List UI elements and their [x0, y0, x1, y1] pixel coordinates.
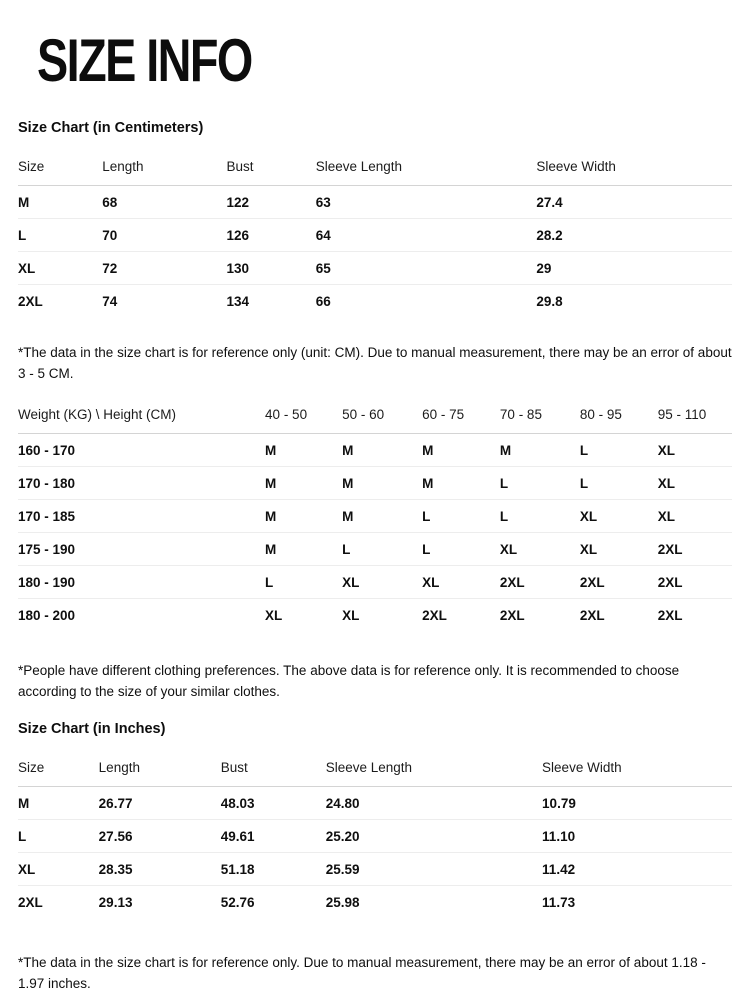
table-cell: 180 - 190 [18, 565, 265, 598]
table-cell: 126 [226, 219, 315, 252]
table-cell: XL [342, 565, 422, 598]
table-cell: 70 [102, 219, 226, 252]
table-cell: 63 [316, 186, 537, 219]
table-cell: 49.61 [221, 820, 326, 853]
size-chart-cm-table [18, 157, 732, 318]
table-cell: 25.98 [325, 895, 360, 911]
table-cell: 51.18 [221, 853, 326, 886]
table-cell: 2XL [499, 607, 525, 623]
table-cell: M [500, 433, 580, 466]
table-cell: 160 - 170 [18, 433, 265, 466]
table-header-row [18, 157, 732, 186]
table-cell: 11.73 [542, 895, 576, 911]
table-row [18, 853, 732, 886]
column-header: 40 - 50 [265, 405, 342, 434]
table-cell: 66 [315, 294, 331, 310]
table-cell: 180 - 200 [18, 607, 76, 623]
table-cell: 48.03 [221, 787, 326, 820]
table-row [18, 787, 732, 820]
table-cell: 11.42 [542, 853, 732, 886]
table-cell: 2XL [18, 895, 43, 911]
table-cell: 28.35 [99, 853, 221, 886]
table-cell: 122 [226, 186, 315, 219]
table-row [18, 285, 732, 318]
column-header: Size [18, 157, 102, 186]
page-title: SIZE INFO [37, 27, 252, 94]
table-cell: M [18, 186, 102, 219]
column-header: 50 - 60 [342, 405, 422, 434]
table-cell: M [18, 787, 99, 820]
table-cell: L [265, 565, 342, 598]
table-cell: 2XL [18, 294, 43, 310]
table-cell: 65 [316, 252, 537, 285]
table-cell: 26.77 [99, 787, 221, 820]
table-cell: XL [18, 252, 102, 285]
column-header: Sleeve Width [536, 157, 732, 186]
column-header: Sleeve Length [326, 758, 542, 787]
table-cell: 2XL [657, 607, 683, 623]
table-cell: M [342, 499, 422, 532]
table-cell: 130 [226, 252, 315, 285]
table-cell: 24.80 [326, 787, 542, 820]
table-cell: 170 - 180 [18, 466, 265, 499]
table-header-row [18, 758, 732, 787]
table-row [18, 433, 732, 466]
table-cell: 29 [536, 252, 732, 285]
table-cell: 27.4 [536, 186, 732, 219]
column-header: Size [18, 758, 99, 787]
column-header: 70 - 85 [500, 405, 580, 434]
table-row [18, 886, 732, 919]
section-title-inches: Size Chart (in Inches) [18, 721, 166, 737]
table-cell: 2XL [658, 565, 732, 598]
table-cell: 25.20 [326, 820, 542, 853]
table-cell: 2XL [422, 607, 447, 623]
table-cell: L [500, 499, 580, 532]
table-cell: M [265, 466, 342, 499]
table-cell: 25.59 [326, 853, 542, 886]
table-cell: 2XL [658, 532, 732, 565]
table-row [18, 252, 732, 285]
table-cell: L [580, 466, 658, 499]
table-cell: XL [580, 532, 658, 565]
table-cell: L [422, 532, 500, 565]
table-cell: XL [265, 607, 283, 623]
column-header: Length [102, 157, 226, 186]
table-cell: XL [500, 532, 580, 565]
table-cell: XL [18, 853, 99, 886]
table-cell: L [422, 499, 500, 532]
column-header: Bust [226, 157, 315, 186]
column-header: 60 - 75 [422, 405, 500, 434]
table-cell: M [342, 433, 422, 466]
column-header: Length [99, 758, 221, 787]
table-cell: XL [342, 607, 360, 623]
table-cell: L [18, 820, 99, 853]
table-row [18, 532, 732, 565]
table-row [18, 466, 732, 499]
fit-recommendation-table [18, 405, 732, 632]
table-cell: 68 [102, 186, 226, 219]
column-header: Sleeve Width [542, 758, 732, 787]
table-cell: M [265, 532, 342, 565]
table-cell: 170 - 185 [18, 499, 265, 532]
table-cell: XL [658, 499, 732, 532]
table-cell: 74 [102, 294, 118, 310]
table-cell: L [18, 219, 102, 252]
table-cell: M [265, 499, 342, 532]
column-header: Bust [221, 758, 326, 787]
table-cell: 72 [102, 252, 226, 285]
column-header: Sleeve Length [316, 157, 537, 186]
table-cell: 52.76 [220, 895, 255, 911]
table-cell: 64 [316, 219, 537, 252]
table-cell: M [265, 433, 342, 466]
table-cell: L [500, 466, 580, 499]
table-cell: 2XL [500, 565, 580, 598]
table-cell: XL [658, 466, 732, 499]
table-cell: 29.13 [98, 895, 133, 911]
column-header: 80 - 95 [580, 405, 658, 434]
table-row [18, 499, 732, 532]
table-cell: 27.56 [99, 820, 221, 853]
column-header: Weight (KG) \ Height (CM) [18, 405, 265, 434]
note-fit-preferences: *People have different clothing preferences. The above data is for reference only. It is recommended to choose according to the size of your similar clothes. [18, 663, 680, 699]
size-chart-inches-table [18, 758, 732, 919]
table-cell: 134 [226, 294, 250, 310]
table-row [18, 219, 732, 252]
table-cell: 2XL [579, 607, 605, 623]
column-header: 95 - 110 [658, 405, 732, 434]
table-cell: 28.2 [536, 219, 732, 252]
table-cell: XL [580, 499, 658, 532]
table-cell: 29.8 [536, 294, 563, 310]
table-cell: XL [422, 565, 500, 598]
table-row [18, 820, 732, 853]
table-row [18, 565, 732, 598]
table-row [18, 186, 732, 219]
table-cell: XL [658, 433, 732, 466]
table-header-row [18, 405, 732, 434]
table-cell: 2XL [580, 565, 658, 598]
table-cell: 11.10 [542, 820, 732, 853]
table-cell: L [342, 532, 422, 565]
table-cell: 10.79 [542, 787, 732, 820]
table-cell: M [342, 466, 422, 499]
table-row [18, 598, 732, 631]
table-cell: L [580, 433, 658, 466]
section-title-centimeters: Size Chart (in Centimeters) [18, 120, 204, 136]
table-cell: 175 - 190 [18, 532, 265, 565]
table-cell: M [422, 433, 500, 466]
note-centimeters: *The data in the size chart is for reference only (unit: CM). Due to manual measurement, there may be an error of about 3 - 5 CM. [18, 344, 732, 381]
table-cell: M [422, 466, 500, 499]
size-info-page [0, 27, 750, 991]
note-inches: *The data in the size chart is for reference only. Due to manual measurement, there may be an error of about 1.18 - 1.97 inches. [18, 954, 706, 991]
